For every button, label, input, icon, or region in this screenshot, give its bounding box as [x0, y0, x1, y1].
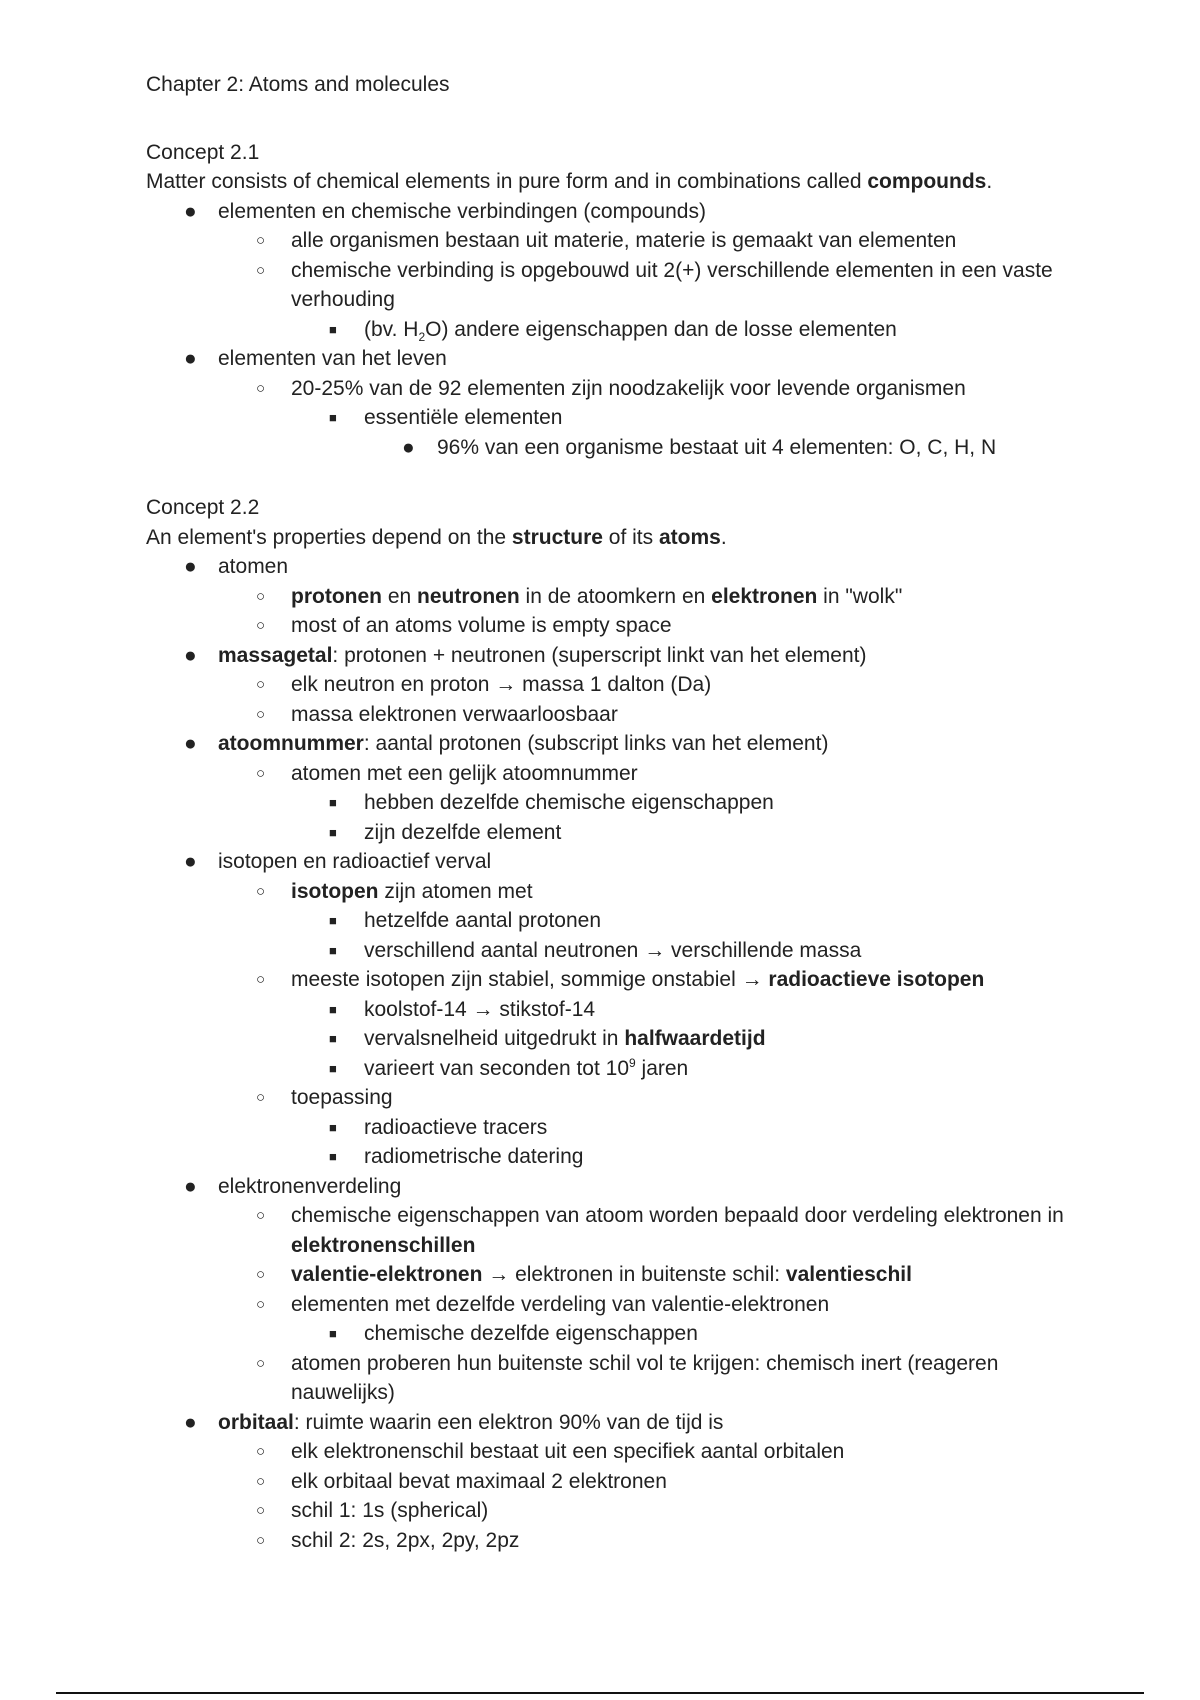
list-item: ○ chemische verbinding is opgebouwd uit 2(+) verschillende elementen in een vaste verhouding — [146, 256, 1066, 315]
bullet-circle-icon: ○ — [256, 379, 266, 397]
list-item: ○ elk orbitaal bevat maximaal 2 elektronen — [146, 1467, 1066, 1497]
bullet-circle-icon: ○ — [256, 676, 266, 693]
bullet-circle-icon: ○ — [256, 261, 266, 279]
concept-2-2-intro: An element's properties depend on the structure of its atoms. — [146, 525, 727, 549]
list-item: ● atoomnummer: aantal protonen (subscript links van het element) — [146, 729, 1066, 759]
list-item: ○ protonen en neutronen in de atoomkern en elektronen in "wolk" — [146, 582, 1066, 612]
list-item: ○ massa elektronen verwaarloosbaar — [146, 700, 1066, 730]
list-item: ● massagetal: protonen + neutronen (superscript linkt van het element) — [146, 641, 1066, 671]
bullet-square-icon: ■ — [329, 1001, 337, 1017]
bullet-square-icon: ■ — [329, 795, 337, 810]
list-item: ● elementen van het leven — [146, 344, 1066, 374]
list-item: ■ koolstof-14 → stikstof-14 — [146, 995, 1066, 1025]
list-item: ○ atomen proberen hun buitenste schil vol te krijgen: chemisch inert (reageren nauwelijks) — [146, 1349, 1066, 1408]
page-title: Chapter 2: Atoms and molecules — [146, 73, 450, 96]
list-item: ● orbitaal: ruimte waarin een elektron 90% van de tijd is — [146, 1408, 1066, 1438]
bullet-disc-icon: ● — [184, 732, 197, 755]
list-item: ● elementen en chemische verbindingen (compounds) — [146, 197, 1066, 227]
concept-2-1-intro: Matter consists of chemical elements in pure form and in combinations called compounds. — [146, 170, 993, 193]
bullet-circle-icon: ○ — [256, 587, 266, 605]
bullet-circle-icon: ○ — [256, 1531, 266, 1549]
list-item: ○ atomen met een gelijk atoomnummer — [146, 759, 1066, 789]
list-item: ■ verschillend aantal neutronen → verschillende massa — [146, 936, 1066, 966]
list-item: ○ elk elektronenschil bestaat uit een specifiek aantal orbitalen — [146, 1437, 1066, 1467]
concept-2-2-heading: Concept 2.2 — [146, 496, 260, 519]
bullet-disc-icon: ● — [184, 347, 197, 370]
list-item: ■ varieert van seconden tot $10^9$ jaren — [146, 1054, 1066, 1084]
list-item: ■ zijn dezelfde element — [146, 818, 1066, 848]
bullet-disc-icon: ● — [184, 1410, 197, 1434]
bullet-square-icon: ■ — [329, 913, 337, 928]
list-item: ○ most of an atoms volume is empty space — [146, 611, 1066, 641]
bullet-circle-icon: ○ — [256, 764, 266, 782]
bullet-square-icon: ■ — [329, 1326, 337, 1341]
list-item: ○ 20-25% van de 92 elementen zijn noodzakelijk voor levende organismen — [146, 374, 1066, 404]
bullet-circle-icon: ○ — [256, 971, 266, 988]
bullet-square-icon: ■ — [329, 410, 337, 425]
bullet-circle-icon: ○ — [256, 1207, 266, 1224]
list-item: ● atomen — [146, 552, 1066, 582]
bullet-circle-icon: ○ — [256, 705, 266, 723]
bullet-disc-icon: ● — [184, 199, 197, 223]
concept-2-1-heading: Concept 2.1 — [146, 140, 260, 164]
list-item: ○ alle organismen bestaan uit materie, materie is gemaakt van elementen — [146, 226, 1066, 256]
list-item: ○ schil 1: 1s (spherical) — [146, 1496, 1066, 1526]
document-body — [146, 70, 1066, 1555]
list-item: ○ toepassing — [146, 1083, 1066, 1113]
bullet-circle-icon: ○ — [256, 1266, 266, 1283]
list-item: ○ meeste isotopen zijn stabiel, sommige onstabiel → radioactieve isotopen — [146, 965, 1066, 995]
bullet-square-icon: ■ — [329, 1031, 337, 1046]
list-item: ○ elementen met dezelfde verdeling van valentie-elektronen — [146, 1290, 1066, 1320]
footer-divider — [56, 1692, 1144, 1694]
bullet-circle-icon: ○ — [256, 1089, 266, 1106]
bullet-square-icon: ■ — [329, 321, 337, 337]
list-item: ■ radioactieve tracers — [146, 1113, 1066, 1143]
list-item: ○ chemische eigenschappen van atoom worden bepaald door verdeling elektronen in elektronenschillen — [146, 1201, 1066, 1260]
list-item: ■ hebben dezelfde chemische eigenschappen — [146, 788, 1066, 818]
bullet-square-icon: ■ — [329, 1149, 337, 1164]
bullet-circle-icon: ○ — [256, 1502, 266, 1519]
bullet-disc-icon: ● — [184, 643, 197, 667]
bullet-circle-icon: ○ — [256, 1472, 266, 1490]
list-item: ● elektronenverdeling — [146, 1172, 1066, 1202]
list-item: ■ vervalsnelheid uitgedrukt in halfwaardetijd — [146, 1024, 1066, 1054]
list-item: ■ chemische dezelfde eigenschappen — [146, 1319, 1066, 1349]
list-item: ■ hetzelfde aantal protonen — [146, 906, 1066, 936]
bullet-circle-icon: ○ — [256, 1443, 266, 1460]
bullet-disc-icon: ● — [402, 435, 415, 459]
list-item: ● 96% van een organisme bestaat uit 4 elementen: O, C, H, N — [146, 433, 1066, 463]
bullet-disc-icon: ● — [184, 1174, 197, 1198]
list-item: ○ valentie-elektronen → elektronen in buitenste schil: valentieschil — [146, 1260, 1066, 1290]
list-item: ■ radiometrische datering — [146, 1142, 1066, 1172]
bullet-square-icon: ■ — [329, 1060, 337, 1076]
bullet-circle-icon: ○ — [256, 1295, 266, 1313]
bullet-square-icon: ■ — [329, 824, 337, 840]
list-item: ○ schil 2: 2s, 2px, 2py, 2pz — [146, 1526, 1066, 1556]
list-item: ● isotopen en radioactief verval — [146, 847, 1066, 877]
bullet-square-icon: ■ — [329, 1119, 337, 1135]
bullet-square-icon: ■ — [329, 942, 337, 958]
bullet-disc-icon: ● — [184, 850, 197, 873]
list-item: ○ isotopen zijn atomen met — [146, 877, 1066, 907]
bullet-circle-icon: ○ — [256, 232, 266, 249]
list-item: ■ essentiële elementen — [146, 403, 1066, 433]
bullet-circle-icon: ○ — [256, 882, 266, 900]
list-item: ○ elk neutron en proton → massa 1 dalton (Da) — [146, 670, 1066, 700]
list-item: ■ (bv. $H_2O$) andere eigenschappen dan de losse elementen — [146, 315, 1066, 345]
bullet-circle-icon: ○ — [256, 1354, 266, 1372]
bullet-disc-icon: ● — [184, 555, 197, 578]
bullet-circle-icon: ○ — [256, 617, 266, 634]
